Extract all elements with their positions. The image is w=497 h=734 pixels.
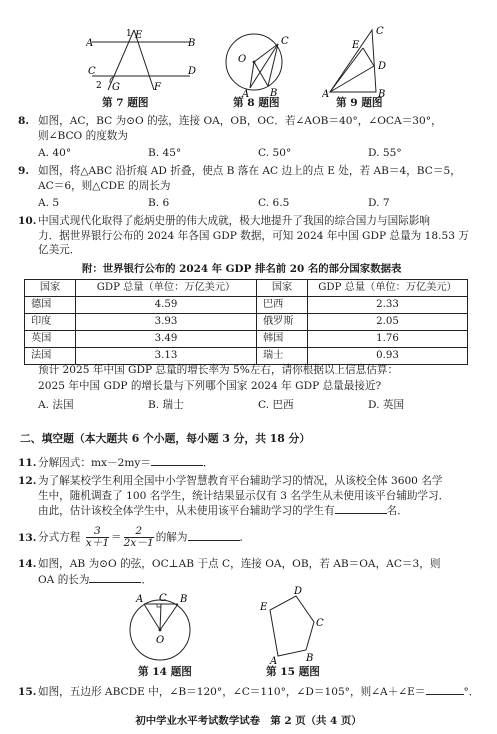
numerator: 2 — [124, 526, 154, 538]
fig9-label-b: B — [378, 89, 386, 98]
option-b[interactable]: B. 6 — [148, 197, 170, 209]
table-cell: 巴西 — [257, 297, 308, 314]
options-q9 — [38, 196, 478, 211]
option-a[interactable]: A. 法国 — [38, 399, 74, 411]
table-cell: 印度 — [25, 314, 76, 331]
figure-9-diagram — [322, 26, 394, 98]
options-q10 — [38, 398, 478, 413]
table-cell: 2.33 — [308, 297, 468, 314]
fig15-label-e: E — [260, 602, 268, 613]
answer-blank[interactable] — [151, 455, 203, 466]
fig9-label-e: E — [352, 40, 360, 51]
question-end: ． — [202, 457, 214, 469]
fraction-1 — [86, 526, 109, 549]
fig7-label-1: 1 — [126, 29, 132, 39]
table-row — [25, 331, 468, 348]
fraction-2 — [124, 526, 154, 549]
option-c[interactable]: C. 巴西 — [258, 399, 294, 411]
question-text: 如图，AB 为⊙O 的弦，OC⊥AB 于点 C，连接 OA，OB，若 AB＝OA，AC＝3，则 — [38, 558, 441, 570]
figure-8-diagram — [220, 26, 290, 98]
answer-blank[interactable] — [89, 572, 141, 583]
figure-9-caption: 第 9 题图 — [336, 97, 383, 109]
table-cell: 3.93 — [76, 314, 257, 331]
fig14-label-o: O — [156, 635, 165, 646]
fig14-label-a: A — [136, 594, 144, 605]
table-cell: 韩国 — [257, 331, 308, 348]
fig15-label-a: A — [270, 656, 278, 664]
fig9-label-c: C — [376, 26, 384, 37]
table-cell: 2.05 — [308, 314, 468, 331]
option-c[interactable]: C. 6.5 — [258, 197, 290, 209]
question-text-2: 则∠BCO 的度数为 — [38, 129, 128, 142]
question-10 — [18, 214, 480, 258]
option-b[interactable]: B. 瑞士 — [148, 399, 184, 411]
question-13 — [18, 526, 480, 549]
fig15-label-d: D — [294, 586, 303, 597]
table-cell: 0.93 — [308, 348, 468, 365]
question-text-3: 由此，估计该校全体学生中，从未使用该平台辅助学习的学生有 — [38, 505, 335, 518]
fig7-label-d: D — [188, 66, 196, 77]
table-row — [25, 297, 468, 314]
figure-14-caption: 第 14 题图 — [138, 666, 192, 678]
question-end: °． — [463, 686, 480, 698]
question-text: 分解因式：mx－2my＝ — [38, 457, 151, 469]
gdp-table — [24, 279, 468, 365]
fig7-label-2: 2 — [96, 81, 102, 91]
fig7-label-c: C — [88, 66, 96, 77]
table-cell: 4.59 — [76, 297, 257, 314]
question-text: 分式方程 — [38, 531, 81, 544]
option-d[interactable]: D. 英国 — [368, 399, 405, 411]
fig8-label-c: C — [281, 36, 289, 47]
fig7-label-f: F — [154, 82, 161, 93]
question-text-2: 生中，随机调查了 100 名学生，统计结果显示仅有 3 名学生从未使用该平台辅助学习． — [38, 489, 450, 502]
question-10-after-1: 预计 2025 年中国 GDP 总量的增长率为 5%左右，请你根据以上信息估算： — [38, 364, 399, 376]
figure-8-caption: 第 8 题图 — [233, 97, 280, 109]
table-row — [25, 348, 468, 365]
fig9-label-d: D — [378, 61, 387, 72]
table-cell: 英国 — [25, 331, 76, 348]
table-cell: 俄罗斯 — [257, 314, 308, 331]
answer-blank[interactable] — [335, 503, 387, 514]
question-text: 为了解某校学生利用全国中小学智慧教育平台辅助学习的情况，从该校全体 3600 名学 — [38, 475, 443, 487]
option-b[interactable]: B. 45° — [148, 147, 182, 159]
question-end: ． — [239, 531, 251, 544]
question-text-2: 的解为 — [155, 531, 188, 544]
fig8-label-o: O — [238, 54, 247, 65]
question-text-2: OA 的长为 — [38, 573, 90, 586]
question-text: 中国式现代化取得了彪炳史册的伟大成就，极大地提升了我国的综合国力与国际影响 — [38, 215, 430, 227]
figure-15-caption: 第 15 题图 — [266, 666, 320, 678]
table-cell: 法国 — [25, 348, 76, 365]
fig14-label-b: B — [180, 594, 188, 605]
fig15-label-c: C — [316, 618, 324, 629]
fig7-label-b: B — [188, 38, 196, 49]
numerator: 3 — [86, 526, 109, 538]
question-number: 15. — [18, 686, 37, 698]
question-11 — [18, 455, 480, 471]
fig8-label-a: A — [242, 89, 250, 98]
fig14-label-c: C — [159, 593, 167, 604]
table-header: 国家 — [257, 280, 308, 297]
answer-blank[interactable] — [426, 684, 464, 695]
fig7-label-e: E — [135, 30, 143, 41]
section-title: 二、填空题（本大题共 6 个小题，每小题 3 分，共 18 分） — [20, 432, 311, 445]
question-text-2: 力．据世界银行公布的 2024 年各国 GDP 数据，可知 2024 年中国 GDP 总量为 18.53 万 — [38, 229, 469, 242]
figure-15-diagram — [256, 586, 326, 664]
table-header: 国家 — [25, 280, 76, 297]
question-end: 名． — [386, 505, 408, 518]
figure-14-diagram — [126, 590, 196, 664]
table-cell: 1.76 — [308, 331, 468, 348]
table-header: GDP 总量（单位：万亿美元） — [308, 280, 468, 297]
question-text-2: AC＝6，则△CDE 的周长为 — [38, 179, 171, 192]
question-number: 8. — [18, 115, 30, 127]
denominator: 2x－1 — [123, 537, 154, 550]
fig7-label-a: A — [86, 38, 94, 49]
figure-7-caption: 第 7 题图 — [102, 97, 149, 109]
question-15 — [18, 684, 480, 700]
table-row — [25, 314, 468, 331]
table-cell: 瑞士 — [257, 348, 308, 365]
question-text: 如图，AC，BC 为⊙O 的弦，连接 OA，OB，OC．若∠AOB＝40°，∠OCA＝30°， — [38, 115, 442, 127]
table-cell: 3.13 — [76, 348, 257, 365]
option-a[interactable]: A. 40° — [38, 147, 72, 159]
question-text: 如图，五边形 ABCDE 中，∠B＝120°，∠C＝110°，∠D＝105°，则∠A＋∠E＝ — [38, 686, 426, 698]
fig15-label-b: B — [306, 653, 314, 664]
page-footer: 初中学业水平考试数学试卷 第 2 页（共 4 页） — [135, 715, 362, 727]
option-d[interactable]: D. 7 — [368, 197, 390, 209]
question-9 — [18, 164, 480, 193]
question-number: 10. — [18, 215, 37, 227]
question-number: 11. — [18, 457, 37, 469]
table-title: 附：世界银行公布的 2024 年 GDP 排名前 20 名的部分国家数据表 — [82, 263, 402, 275]
question-14 — [18, 557, 480, 587]
fig9-label-a: A — [322, 89, 330, 98]
figure-7-diagram — [86, 28, 196, 96]
equals-sign: ＝ — [111, 531, 122, 544]
table-cell: 德国 — [25, 297, 76, 314]
question-8 — [18, 114, 480, 143]
option-d[interactable]: D. 55° — [368, 147, 402, 159]
table-header: GDP 总量（单位：万亿美元） — [76, 280, 257, 297]
table-cell: 3.49 — [76, 331, 257, 348]
question-number: 12. — [18, 475, 37, 487]
fig7-label-g: G — [112, 82, 120, 93]
fig8-label-b: B — [270, 88, 278, 98]
question-number: 9. — [18, 165, 30, 177]
question-12 — [18, 474, 480, 519]
option-a[interactable]: A. 5 — [38, 197, 60, 209]
question-text: 如图，将△ABC 沿折痕 AD 折叠，使点 B 落在 AC 边上的点 E 处，若 AB＝4，BC＝5， — [38, 165, 461, 177]
options-q8 — [38, 146, 478, 161]
option-c[interactable]: C. 50° — [258, 147, 292, 159]
table-header-row — [25, 280, 468, 297]
denominator: x＋1 — [85, 537, 110, 550]
question-text-3: 亿美元． — [38, 244, 81, 257]
answer-blank[interactable] — [188, 530, 240, 541]
question-end: ． — [141, 573, 153, 586]
question-10-after-2: 2025 年中国 GDP 的增长量与下列哪个国家 2024 年 GDP 总量最接近? — [38, 380, 382, 392]
question-number: 14. — [18, 558, 37, 570]
question-number: 13. — [18, 531, 37, 544]
